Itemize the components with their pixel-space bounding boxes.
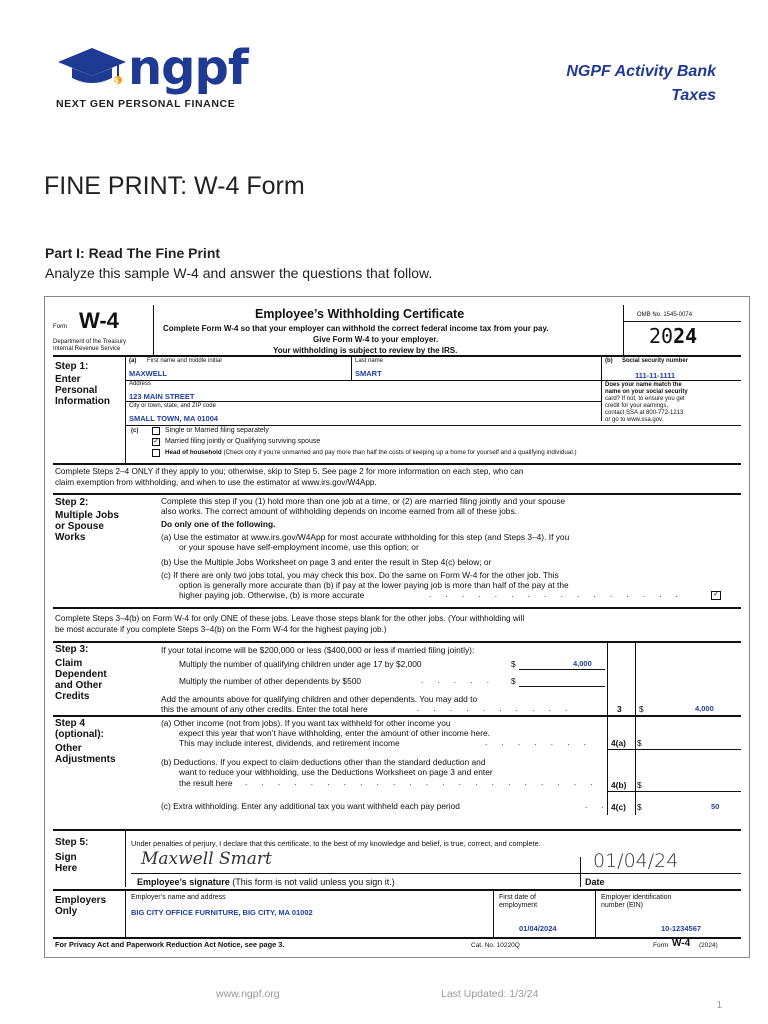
activity-bank-topic: Taxes <box>671 87 716 104</box>
filing-married-label: Married filing jointly or Qualifying surviving spouse <box>165 438 321 445</box>
step3-line2-dollar: $ <box>511 676 516 686</box>
footer-form-number: W-4 <box>672 938 691 949</box>
steps2-4-note-2: claim exemption from withholding, and when to use the estimator at www.irs.gov/W4App. <box>55 478 377 487</box>
step4-sub3: Adjustments <box>55 754 116 765</box>
form-intro-3: Your withholding is subject to review by the IRS. <box>273 346 458 355</box>
graduation-cap-icon <box>56 46 128 90</box>
filing-hoh-checkbox[interactable] <box>152 449 160 457</box>
step4-sub1: (optional): <box>55 729 104 740</box>
step2-sub1: Multiple Jobs <box>55 510 119 521</box>
step5-label: Step 5: <box>55 837 89 848</box>
step5-sub2: Here <box>55 863 78 874</box>
footer-form-year: (2024) <box>699 942 718 949</box>
step3-sub2: Dependent <box>55 669 107 680</box>
year-prefix: 20 <box>649 324 674 348</box>
footer-form-label: Form <box>653 942 669 949</box>
w4-form <box>44 296 750 958</box>
dept-treasury: Department of the Treasury <box>53 339 127 345</box>
step3-line1: Multiply the number of qualifying children under age 17 by $2,000 <box>179 659 422 669</box>
step4-a1: (a) Other income (not from jobs). If you want tax withheld for other income you <box>161 718 451 728</box>
step1-label: Step 1: <box>55 361 89 372</box>
signature-date[interactable]: 01/04/24 <box>593 850 679 872</box>
signature-label <box>137 877 395 887</box>
employee-signature[interactable]: Maxwell Smart <box>141 849 272 869</box>
employers-label-1: Employers <box>55 895 107 906</box>
name-note-5: contact SSA at 800-772-1213 <box>605 410 684 416</box>
step4-a2: expect this year that won’t have withholding, enter the amount of other income here. <box>179 728 490 738</box>
step3-line2: Multiply the number of other dependents by $500 <box>179 676 362 686</box>
signature-label-bold: Employee’s signature <box>137 877 230 887</box>
form-label: Form <box>53 324 67 330</box>
filing-hoh-label <box>165 448 577 458</box>
step2-p1: Complete this step if you (1) hold more than one job at a time, or (2) are married filing jointly and your spouse <box>161 496 566 506</box>
name-note-6: or go to www.ssa.gov. <box>605 417 664 423</box>
step2-c3: higher paying job. Otherwise, (b) is more accurate <box>179 590 365 600</box>
steps3-4-note-2: be most accurate if you complete Steps 3–4(b) on the Form W-4 for the highest paying job.) <box>55 625 387 634</box>
step3-sub3: and Other <box>55 680 103 691</box>
step2-sub3: Works <box>55 532 86 543</box>
first-date-label-1: First date of <box>499 894 536 901</box>
page-number: 1 <box>716 1000 722 1011</box>
cat-number: Cat. No. 10220Q <box>471 942 520 949</box>
ssn-label: Social security number <box>622 358 689 364</box>
step4-a3: This may include interest, dividends, and retirement income <box>179 738 400 748</box>
employer-name-label: Employer’s name and address <box>131 894 226 901</box>
privacy-notice: For Privacy Act and Paperwork Reduction Act Notice, see page 3. <box>55 940 285 949</box>
city-label: City or town, state, and ZIP code <box>129 403 216 409</box>
name-note-3: card? If not, to ensure you get <box>605 396 685 402</box>
step2-a2: or your spouse have self-employment income, use this option; or <box>179 542 419 552</box>
dept-irs: Internal Revenue Service <box>53 346 121 352</box>
step4-b2: want to reduce your withholding, use the Deductions Worksheet on page 3 and enter <box>179 767 493 777</box>
step4-sub2: Other <box>55 743 82 754</box>
employer-name-field[interactable]: BIG CITY OFFICE FURNITURE, BIG CITY, MA 01002 <box>131 908 313 917</box>
last-name-field[interactable]: SMART <box>355 369 382 378</box>
step3-sub1: Claim <box>55 658 83 669</box>
part-title: Part I: Read The Fine Print <box>45 245 221 261</box>
step4-c1: (c) Extra withholding. Enter any additional tax you want withheld each pay period <box>161 801 460 811</box>
step2-p3: Do only one of the following. <box>161 519 276 529</box>
ssn-label-prefix: (b) <box>605 358 613 364</box>
step5-sub1: Sign <box>55 852 77 863</box>
filing-single-checkbox[interactable] <box>152 427 160 435</box>
step3-sub4: Credits <box>55 691 90 702</box>
step4-b-dollar: $ <box>637 780 642 790</box>
employers-label-2: Only <box>55 906 78 917</box>
form-number: W-4 <box>79 308 119 333</box>
filing-hoh-bold: Head of household <box>165 449 222 456</box>
city-field[interactable]: SMALL TOWN, MA 01004 <box>129 414 219 423</box>
ngpf-logo <box>56 40 256 114</box>
form-intro-2: Give Form W-4 to your employer. <box>313 335 439 344</box>
step4-c-box: 4(c) <box>611 802 626 812</box>
step1-sub3: Information <box>55 396 110 407</box>
step3-line2-dots: . . . . . <box>421 676 496 685</box>
footer-site: www.ngpf.org <box>216 988 280 1000</box>
last-name-label: Last name <box>355 358 384 364</box>
steps2-4-note-1: Complete Steps 2–4 ONLY if they apply to you; otherwise, skip to Step 5. See page 2 for more information on each step, who can <box>55 467 524 476</box>
step4-a-box: 4(a) <box>611 738 626 748</box>
date-label: Date <box>585 877 605 887</box>
filing-married-checkbox[interactable]: ✓ <box>153 438 159 445</box>
step3-intro: If your total income will be $200,000 or less ($400,000 or less if married filing jointly): <box>161 645 475 655</box>
step4-label: Step 4 <box>55 718 86 729</box>
step3-add1: Add the amounts above for qualifying children and other dependents. You may add to <box>161 694 478 704</box>
step4-b-dots: . . . . . . . . . . . . . . . . . . . . . . <box>245 778 599 787</box>
step1-a-label: (a) <box>129 358 137 364</box>
year-suffix: 24 <box>673 324 698 348</box>
address-field[interactable]: 123 MAIN STREET <box>129 392 195 401</box>
address-label: Address <box>129 381 152 387</box>
step2-sub2: or Spouse <box>55 521 104 532</box>
extra-withholding-field[interactable]: 50 <box>711 802 720 811</box>
step2-c1: (c) If there are only two jobs total, you may check this box. Do the same on Form W-4 for the other job. This <box>161 570 559 580</box>
first-date-label-2: employment <box>499 902 538 909</box>
step3-label: Step 3: <box>55 644 89 655</box>
step2-dots: . . . . . . . . . . . . . . . . <box>429 590 684 599</box>
ein-label-2: number (EIN) <box>601 902 644 909</box>
perjury-statement: Under penalties of perjury, I declare that this certificate, to the best of my knowledge and belief, is true, correct, and complete. <box>131 839 541 848</box>
filing-hoh-note: (Check only if you’re unmarried and pay more than half the costs of keeping up a home for yourself and a qualifying individual.) <box>223 449 577 456</box>
step1-sub2: Personal <box>55 385 98 396</box>
cert-title: Employee’s Withholding Certificate <box>255 307 465 321</box>
step3-line1-dollar: $ <box>511 659 516 669</box>
step4-b1: (b) Deductions. If you expect to claim deductions other than the standard deduction and <box>161 757 486 767</box>
step2-c2: option is generally more accurate than (b) if pay at the lower paying job is more than half of the pay at the <box>179 580 569 590</box>
step4-a-dots: . . . . . . . <box>485 738 592 747</box>
ein-label-1: Employer identification <box>601 894 672 901</box>
step4-a-dollar: $ <box>637 738 642 748</box>
footer-updated: Last Updated: 1/3/24 <box>441 988 539 1000</box>
step4-c-dots: . . <box>585 801 610 810</box>
filing-single-label: Single or Married filing separately <box>165 427 269 434</box>
step2-a1: (a) Use the estimator at www.irs.gov/W4App for most accurate withholding for this step (and Steps 3–4). If you <box>161 532 570 542</box>
activity-bank-title: NGPF Activity Bank <box>566 63 716 80</box>
logo-tagline: NEXT GEN PERSONAL FINANCE <box>56 98 236 110</box>
step1-c-label: (c) <box>131 428 139 434</box>
signature-label-note: (This form is not valid unless you sign it.) <box>232 877 395 887</box>
name-note-1: Does your name match the <box>605 382 682 388</box>
form-intro-1: Complete Form W-4 so that your employer can withhold the correct federal income tax from your pay. <box>163 324 549 333</box>
step4-b3: the result here <box>179 778 233 788</box>
step3-box-num: 3 <box>617 704 622 714</box>
omb-number: OMB No. 1545-0074 <box>637 312 693 318</box>
first-date-field[interactable]: 01/04/2024 <box>519 924 557 933</box>
step4-b-box: 4(b) <box>611 780 627 790</box>
step3-add-dots: . . . . . . . . . . <box>417 704 574 713</box>
step3-add2: this the amount of any other credits. Enter the total here <box>161 704 368 714</box>
step3-total-dollar: $ <box>639 704 644 714</box>
form-year <box>649 325 697 347</box>
first-name-label: First name and middle initial <box>147 358 222 364</box>
step4-c-dollar: $ <box>637 802 642 812</box>
activity-bank-label <box>566 60 716 108</box>
page-title: FINE PRINT: W-4 Form <box>44 172 305 200</box>
two-jobs-checkbox[interactable]: ✓ <box>711 591 721 600</box>
part-subtitle: Analyze this sample W-4 and answer the questions that follow. <box>45 265 433 281</box>
name-note-2: name on your social security <box>605 389 688 395</box>
name-note-4: credit for your earnings, <box>605 403 669 409</box>
step1-sub1: Enter <box>55 374 81 385</box>
ssn-field[interactable]: 111-11-1111 <box>635 371 676 380</box>
ein-field[interactable]: 10-1234567 <box>661 924 702 933</box>
logo-wordmark: ngpf <box>128 40 248 96</box>
first-name-field[interactable]: MAXWELL <box>129 369 167 378</box>
step2-p2: also works. The correct amount of withholding depends on income earned from all of these jobs. <box>161 506 517 516</box>
step2-label: Step 2: <box>55 497 89 508</box>
step3-total-field[interactable]: 4,000 <box>695 704 714 713</box>
children-amount-field[interactable]: 4,000 <box>573 659 592 668</box>
svg-text:$: $ <box>114 77 119 85</box>
step2-b1: (b) Use the Multiple Jobs Worksheet on page 3 and enter the result in Step 4(c) below; or <box>161 557 492 567</box>
steps3-4-note-1: Complete Steps 3–4(b) on Form W-4 for only ONE of these jobs. Leave those steps blank for the other jobs. (Your withholding will <box>55 614 525 623</box>
